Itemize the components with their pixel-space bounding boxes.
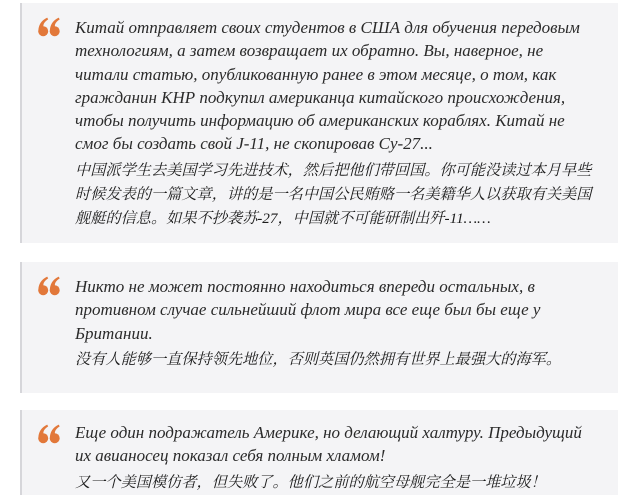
quote-line-ru: Еще один подражатель Америке, но делающий халтуру. Предыдущий <box>75 423 582 442</box>
quote-card <box>20 262 618 393</box>
quote-text-chinese <box>75 348 615 372</box>
quote-mark-icon <box>38 424 60 444</box>
quote-line-zh: 又一个美国模仿者，但失败了。他们之前的航空母舰完全是一堆垃圾！ <box>75 474 546 492</box>
quote-line-ru: технологиям, а затем возвращает их обратно. Вы, наверное, не <box>75 41 544 61</box>
quote-line-ru: противном случае сильнейший флот мира все еще был бы еще у <box>75 300 541 320</box>
quote-line-zh: 舰艇的信息。如果不抄袭苏-27，中国就不可能研制出歼-11…… <box>75 210 491 228</box>
quote-line-zh: 时候发表的一篇文章，讲的是一名中国公民贿赂一名美籍华人以获取有关美国 <box>75 186 592 204</box>
quote-line-ru: их авианосец показал себя полным хламом! <box>75 446 386 466</box>
quote-body <box>75 275 615 372</box>
quote-body <box>75 16 615 231</box>
quote-text-chinese <box>75 471 615 495</box>
quote-line-zh: 中国派学生去美国学习先进技术，然后把他们带回国。你可能没读过本月早些 <box>75 162 592 180</box>
quote-mark-icon <box>38 17 60 37</box>
quote-line-zh: 没有人能够一直保持领先地位，否则英国仍然拥有世界上最强大的海军。 <box>75 351 561 369</box>
quote-line-ru: гражданин КНР подкупил американца китайского происхождения, <box>75 87 566 107</box>
quote-line-ru: читали статью, опубликованную ранее в этом месяце, о том, как <box>75 64 557 84</box>
quote-text-russian <box>75 16 615 156</box>
quote-line-ru: Никто не может постоянно находиться впереди остальных, в <box>75 277 535 296</box>
quote-text-russian <box>75 421 615 468</box>
quote-line-ru: чтобы получить информацию об американских кораблях. Китай не <box>75 111 565 131</box>
quote-text-russian <box>75 275 615 345</box>
quote-text-chinese <box>75 159 615 231</box>
quote-line-ru: смог бы создать свой J-11, не скопировав Су-27... <box>75 134 433 154</box>
quote-mark-icon <box>38 276 60 296</box>
quote-line-ru: Китай отправляет своих студентов в США для обучения передовым <box>75 18 580 37</box>
quote-card <box>20 410 618 495</box>
quote-card <box>20 3 618 243</box>
quote-line-ru: Британии. <box>75 323 153 343</box>
quote-body <box>75 421 615 495</box>
